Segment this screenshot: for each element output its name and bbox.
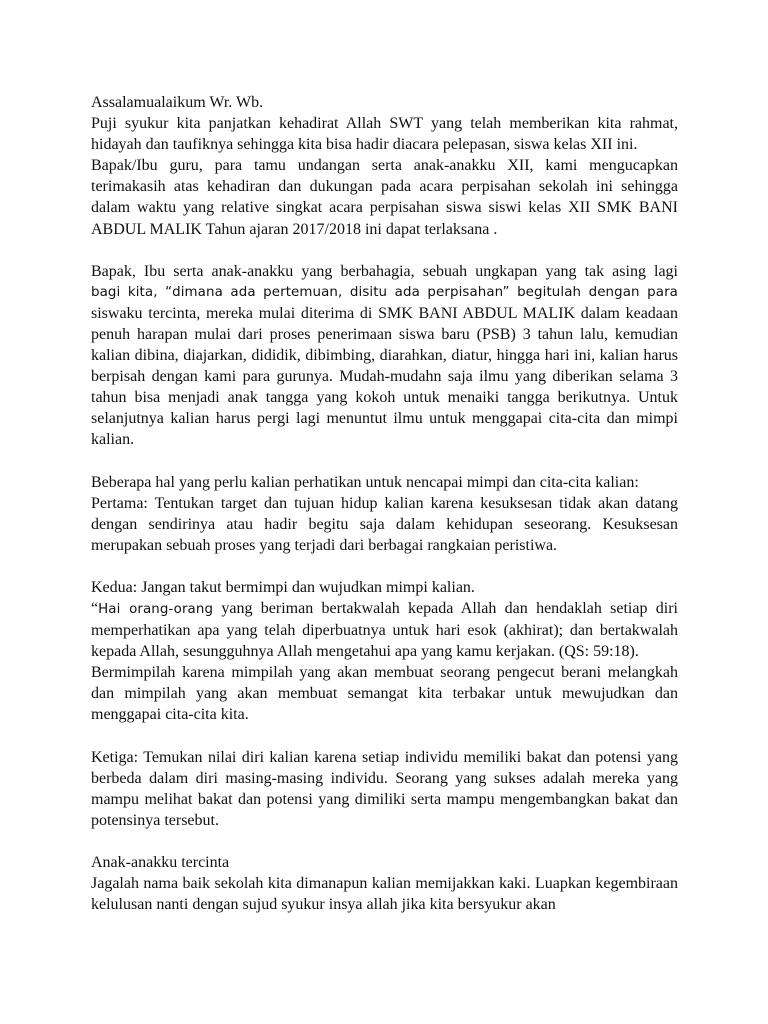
paragraph-gap (91, 556, 678, 577)
paragraph-gap (91, 831, 678, 852)
paragraph-thanks: Bapak/Ibu guru, para tamu undangan serta anak-anakku XII, kami mengucapkan terimakasih atas kehadiran dan dukungan pada acara perpisahan sekolah ini sehingga dalam waktu yang relative singkat acara perpisahan siswa siswi kelas XII SMK BANI ABDUL MALIK Tahun ajaran 2017/2018 ini dapat terlaksana . (91, 157, 678, 238)
heading-anak-anakku: Anak-anakku tercinta (91, 853, 230, 871)
paragraph-gap (91, 451, 678, 472)
paragraph-bermimpilah: Bermimpilah karena mimpilah yang akan membuat seorang pengecut berani melangkah dan mimpilah yang akan membuat semangat kita terbakar untuk mewujudkan dan menggapai cita-cita kita. (91, 664, 678, 724)
paragraph-closing: Jagalah nama baik sekolah kita dimanapun kalian memijakkan kaki. Luapkan kegembiraan kelulusan nanti dengan sujud syukur insya allah jika kita bersyukur akan (91, 875, 678, 914)
point-ketiga: Ketiga: Temukan nilai diri kalian karena setiap individu memiliki bakat dan potensi yang berbeda dalam diri masing-masing individu. Seorang yang sukses adalah mereka yang mampu melihat bakat dan potensi yang dimiliki serta mampu mengembangkan bakat dan potensinya tersebut. (91, 748, 678, 829)
farewell-rest: siswaku tercinta, mereka mulai diterima di SMK BANI ABDUL MALIK dalam keadaan penuh harapan mulai dari proses penerimaan siswa baru (PSB) 3 tahun lalu, kemudian kalian dibina, diajarkan, dididik, dibimbing, diarahkan, diatur, hingga hari ini, kalian harus berpisah dengan kami para gurunya. Mudah-mudahn saja ilmu yang diberikan selama 3 tahun bisa menjadi anak tangga yang kokoh untuk menaiki tangga berikutnya. Untuk selanjutnya kalian harus pergi lagi menuntut ilmu untuk menggapai cita-cita dan mimpi kalian. (91, 304, 678, 449)
speech-document (91, 92, 678, 915)
points-intro: Beberapa hal yang perlu kalian perhatikan untuk nencapai mimpi dan cita-cita kalian: (91, 473, 639, 491)
farewell-quote-line: bagi kita, “dimana ada pertemuan, disitu ada perpisahan” begitulah dengan para (91, 284, 678, 300)
quote-rest: yang beriman bertakwalah kepada Allah dan hendaklah setiap diri memperhatikan apa yang telah diperbuatnya untuk hari esok (akhirat); dan bertakwalah kepada Allah, sesungguhnya Allah mengetahui apa yang kamu kerjakan. (QS: 59:18). (91, 599, 678, 661)
paragraph-farewell (91, 261, 678, 451)
point-pertama: Pertama: Tentukan target dan tujuan hidup kalian karena kesuksesan tidak akan datang dengan sendirinya atau hadir begitu saja dalam kehidupan seseorang. Kesuksesan merupakan sebuah proses yang terjadi dari berbagai rangkaian peristiwa. (91, 494, 678, 554)
paragraph-gap (91, 240, 678, 261)
point-kedua: Kedua: Jangan takut bermimpi dan wujudkan mimpi kalian. (91, 578, 475, 596)
greeting: Assalamualaikum Wr. Wb. (91, 94, 264, 111)
quote-sans-start: Hai orang-orang (98, 601, 214, 617)
paragraph-opening: Puji syukur kita panjatkan kehadirat Allah SWT yang telah memberikan kita rahmat, hidayah dan taufiknya sehingga kita bisa hadir diacara pelepasan, siswa kelas XII ini. (91, 115, 678, 154)
quran-quote (91, 598, 678, 662)
farewell-line-1: Bapak, Ibu serta anak-anakku yang berbahagia, sebuah ungkapan yang tak asing lagi (91, 262, 678, 280)
paragraph-gap (91, 726, 678, 747)
quote-open-mark: “ (91, 599, 99, 617)
